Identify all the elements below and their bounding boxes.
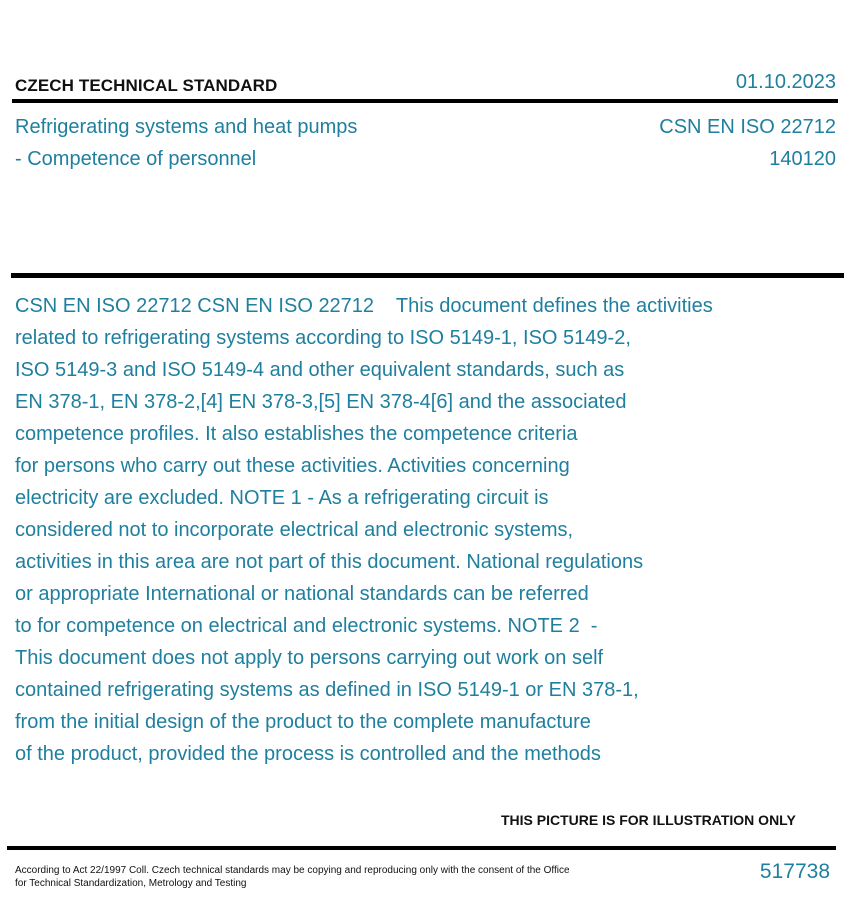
header-divider — [12, 99, 838, 103]
class-number: 140120 — [769, 148, 836, 170]
abstract-line: activities in this area are not part of this document. National regulations — [15, 551, 644, 573]
copyright-notice — [15, 864, 570, 890]
abstract-line: electricity are excluded. NOTE 1 - As a refrigerating circuit is — [15, 487, 549, 509]
abstract-line: for persons who carry out these activities. Activities concerning — [15, 455, 570, 477]
abstract-line: related to refrigerating systems according to ISO 5149-1, ISO 5149-2, — [15, 327, 631, 349]
copyright-notice-line-2: for Technical Standardization, Metrology and Testing — [15, 878, 247, 889]
abstract-line: CSN EN ISO 22712 CSN EN ISO 22712 This document defines the activities — [15, 295, 713, 317]
standard-code: CSN EN ISO 22712 — [659, 116, 836, 138]
copyright-notice-line-1: According to Act 22/1997 Coll. Czech technical standards may be copying and reproducing only with the consent of the Office — [15, 865, 570, 876]
abstract-line: ISO 5149-3 and ISO 5149-4 and other equivalent standards, such as — [15, 359, 625, 381]
abstract-line: contained refrigerating systems as defined in ISO 5149-1 or EN 378-1, — [15, 679, 639, 701]
title-divider — [11, 273, 844, 278]
abstract-line: or appropriate International or national standards can be referred — [15, 583, 589, 605]
catalog-number: 517738 — [759, 860, 830, 883]
abstract-line: This document does not apply to persons carrying out work on self — [15, 647, 604, 669]
abstract-line: of the product, provided the process is controlled and the methods — [15, 743, 601, 765]
abstract-line: to for competence on electrical and electronic systems. NOTE 2 - — [15, 615, 598, 637]
footer-divider — [7, 846, 836, 850]
document-title-line-2: - Competence of personnel — [15, 148, 257, 170]
abstract-line: EN 378-1, EN 378-2,[4] EN 378-3,[5] EN 378-4[6] and the associated — [15, 391, 627, 413]
illustration-disclaimer: THIS PICTURE IS FOR ILLUSTRATION ONLY — [501, 812, 796, 828]
abstract-line: considered not to incorporate electrical and electronic systems, — [15, 519, 574, 541]
document-title-line-1: Refrigerating systems and heat pumps — [15, 116, 358, 138]
document-abstract — [15, 290, 775, 770]
publication-date: 01.10.2023 — [735, 71, 836, 93]
abstract-line: from the initial design of the product to the complete manufacture — [15, 711, 591, 733]
abstract-line: competence profiles. It also establishes the competence criteria — [15, 423, 578, 445]
standard-label: CZECH TECHNICAL STANDARD — [15, 76, 278, 95]
